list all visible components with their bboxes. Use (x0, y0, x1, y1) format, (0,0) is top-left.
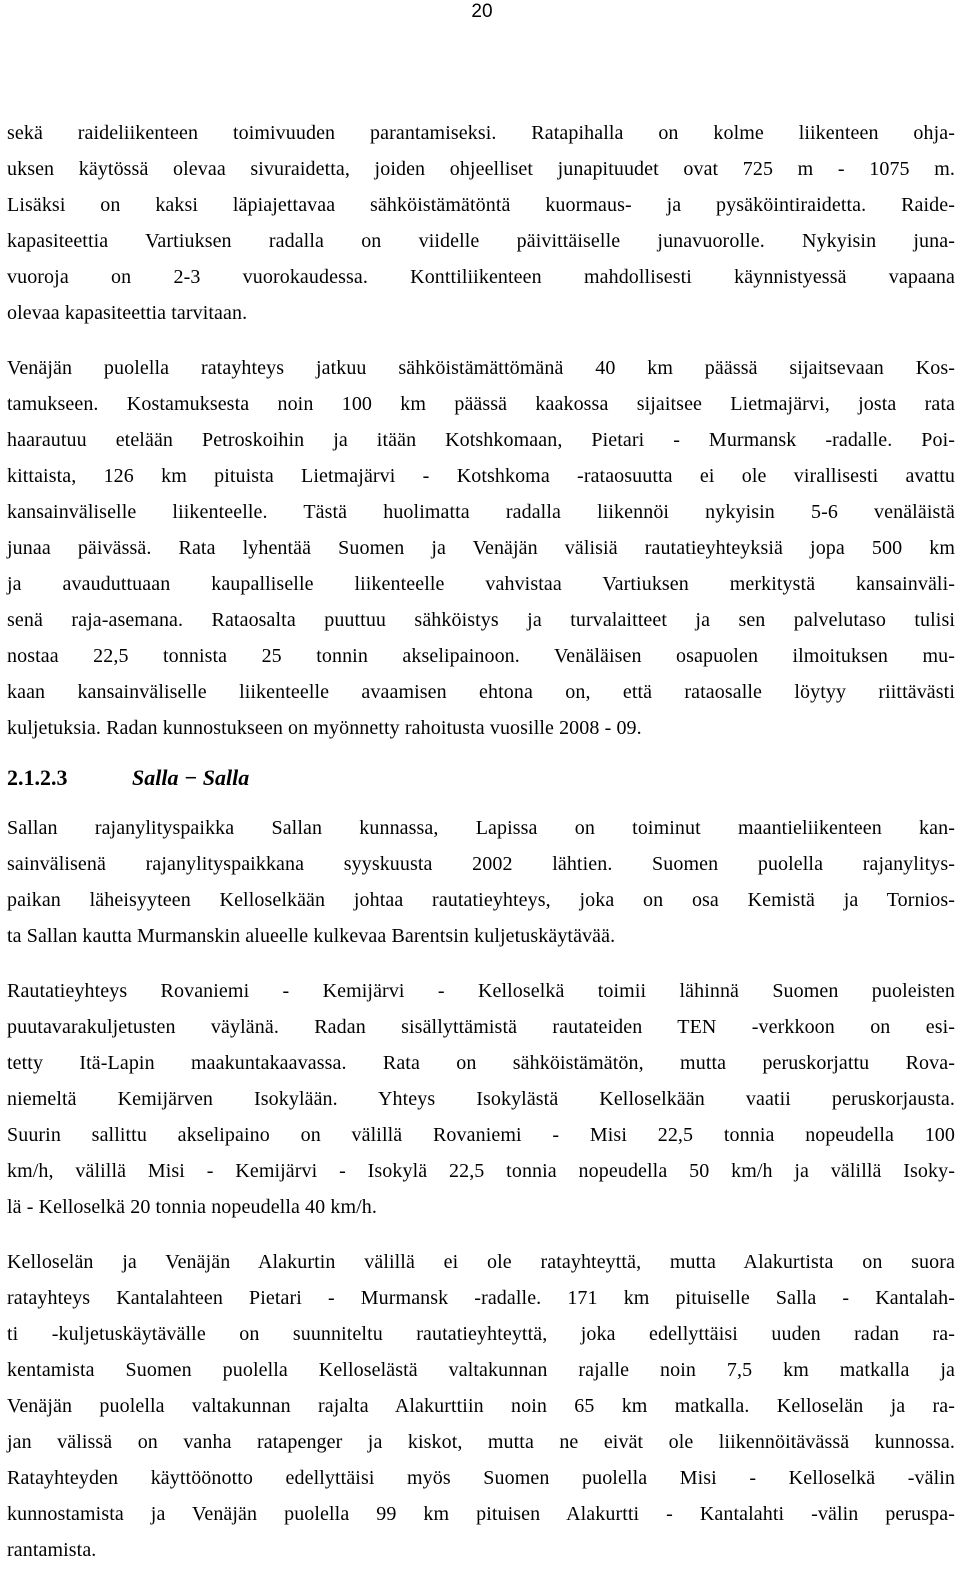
text-line: ti -kuljetuskäytävälle on suunniteltu rautatieyhteyttä, joka edellyttäisi uuden radan ra- (7, 1323, 955, 1345)
text-line: tamukseen. Kostamuksesta noin 100 km päässä kaakossa sijaitsee Lietmajärvi, josta rata (7, 393, 955, 415)
text-line: ja avauduttuaan kaupalliselle liikenteelle vahvistaa Vartiuksen merkitystä kansainväli- (7, 573, 955, 595)
text-line: lä - Kelloselkä 20 tonnia nopeudella 40 km/h. (7, 1196, 377, 1218)
text-line: ratayhteys Kantalahteen Pietari - Murmansk -radalle. 171 km pituiselle Salla - Kantalah- (7, 1287, 955, 1309)
text-line: rantamista. (7, 1539, 97, 1561)
text-line: kapasiteettia Vartiuksen radalla on viidelle päivittäiselle junavuorolle. Nykyisin juna- (7, 230, 955, 252)
text-line: jan välissä on vanha ratapenger ja kiskot, mutta ne eivät ole liikennöitävässä kunnossa. (7, 1431, 955, 1453)
text-line: kansainväliselle liikenteelle. Tästä huolimatta radalla liikennöi nykyisin 5-6 venäläistä (7, 501, 955, 523)
text-line: niemeltä Kemijärven Isokylään. Yhteys Isokylästä Kelloselkään vaatii peruskorjausta. (7, 1088, 955, 1110)
page-number: 20 (471, 1, 493, 22)
text-line: senä raja-asemana. Rataosalta puuttuu sähköistys ja turvalaitteet ja sen palvelutaso tulisi (7, 609, 955, 631)
section-heading (7, 760, 955, 796)
text-line: haarautuu etelään Petroskoihin ja itään Kotshkomaan, Pietari - Murmansk -radalle. Poi- (7, 429, 955, 451)
text-line: sekä raideliikenteen toimivuuden parantamiseksi. Ratapihalla on kolme liikenteen ohja- (7, 122, 955, 144)
paragraph-rovaniemi-kelloselka (7, 973, 955, 1225)
paragraph-kelloselka-alakurtti (7, 1244, 955, 1568)
text-line: Sallan rajanylityspaikka Sallan kunnassa, Lapissa on toiminut maantieliikenteen kan- (7, 817, 955, 839)
text-line: puutavarakuljetusten väylänä. Radan sisällyttämistä rautateiden TEN -verkkoon on esi- (7, 1016, 955, 1038)
text-line: Rautatieyhteys Rovaniemi - Kemijärvi - Kelloselkä toimii lähinnä Suomen puoleisten (7, 980, 955, 1002)
text-line: paikan läheisyyteen Kelloselkään johtaa rautatieyhteys, joka on osa Kemistä ja Tornios- (7, 889, 955, 911)
text-line: kentamista Suomen puolella Kelloselästä valtakunnan rajalle noin 7,5 km matkalla ja (7, 1359, 955, 1381)
text-line: kaan kansainväliselle liikenteelle avaamisen ehtona on, että rataosalle löytyy riittävästi (7, 681, 955, 703)
text-line: sainvälisenä rajanylityspaikkana syyskuusta 2002 lähtien. Suomen puolella rajanylitys- (7, 853, 955, 875)
text-line: km/h, välillä Misi - Kemijärvi - Isokylä 22,5 tonnia nopeudella 50 km/h ja välillä Isoky- (7, 1160, 955, 1182)
text-line: kunnostamista ja Venäjän puolella 99 km pituisen Alakurtti - Kantalahti -välin peruspa- (7, 1503, 955, 1525)
text-line: nostaa 22,5 tonnista 25 tonnin akselipainoon. Venäläisen osapuolen ilmoituksen mu- (7, 645, 955, 667)
section-number: 2.1.2.3 (7, 765, 68, 790)
text-line: Kelloselän ja Venäjän Alakurtin välillä ei ole ratayhteyttä, mutta Alakurtista on suora (7, 1251, 955, 1273)
text-line: Lisäksi on kaksi läpiajettavaa sähköistämätöntä kuormaus- ja pysäköintiraidetta. Raide- (7, 194, 955, 216)
text-line: kittaista, 126 km pituista Lietmajärvi - Kotshkoma -rataosuutta ei ole virallisesti avattu (7, 465, 955, 487)
text-line: Suurin sallittu akselipaino on välillä Rovaniemi - Misi 22,5 tonnia nopeudella 100 (7, 1124, 955, 1146)
paragraph-rail-capacity (7, 115, 955, 331)
text-line: ta Sallan kautta Murmanskin alueelle kulkevaa Barentsin kuljetuskäytävää. (7, 925, 616, 947)
paragraph-salla-crossing (7, 810, 955, 954)
text-line: tetty Itä-Lapin maakuntakaavassa. Rata on sähköistämätön, mutta peruskorjattu Rova- (7, 1052, 955, 1074)
text-line: junaa päivässä. Rata lyhentää Suomen ja Venäjän välisiä rautatieyhteyksiä jopa 500 km (7, 537, 955, 559)
document-body (7, 115, 955, 1587)
text-line: uksen käytössä olevaa sivuraidetta, joiden ohjeelliset junapituudet ovat 725 m - 1075 m. (7, 158, 955, 180)
text-line: vuoroja on 2-3 vuorokaudessa. Konttiliikenteen mahdollisesti käynnistyessä vapaana (7, 266, 955, 288)
paragraph-russian-side (7, 350, 955, 746)
text-line: olevaa kapasiteettia tarvitaan. (7, 302, 248, 324)
text-line: Venäjän puolella valtakunnan rajalta Alakurttiin noin 65 km matkalla. Kelloselän ja ra- (7, 1395, 955, 1417)
text-line: Ratayhteyden käyttöönotto edellyttäisi myös Suomen puolella Misi - Kelloselkä -välin (7, 1467, 955, 1489)
text-line: Venäjän puolella ratayhteys jatkuu sähköistämättömänä 40 km päässä sijaitsevaan Kos- (7, 357, 955, 379)
section-title: Salla − Salla (132, 765, 250, 790)
text-line: kuljetuksia. Radan kunnostukseen on myönnetty rahoitusta vuosille 2008 - 09. (7, 717, 642, 739)
